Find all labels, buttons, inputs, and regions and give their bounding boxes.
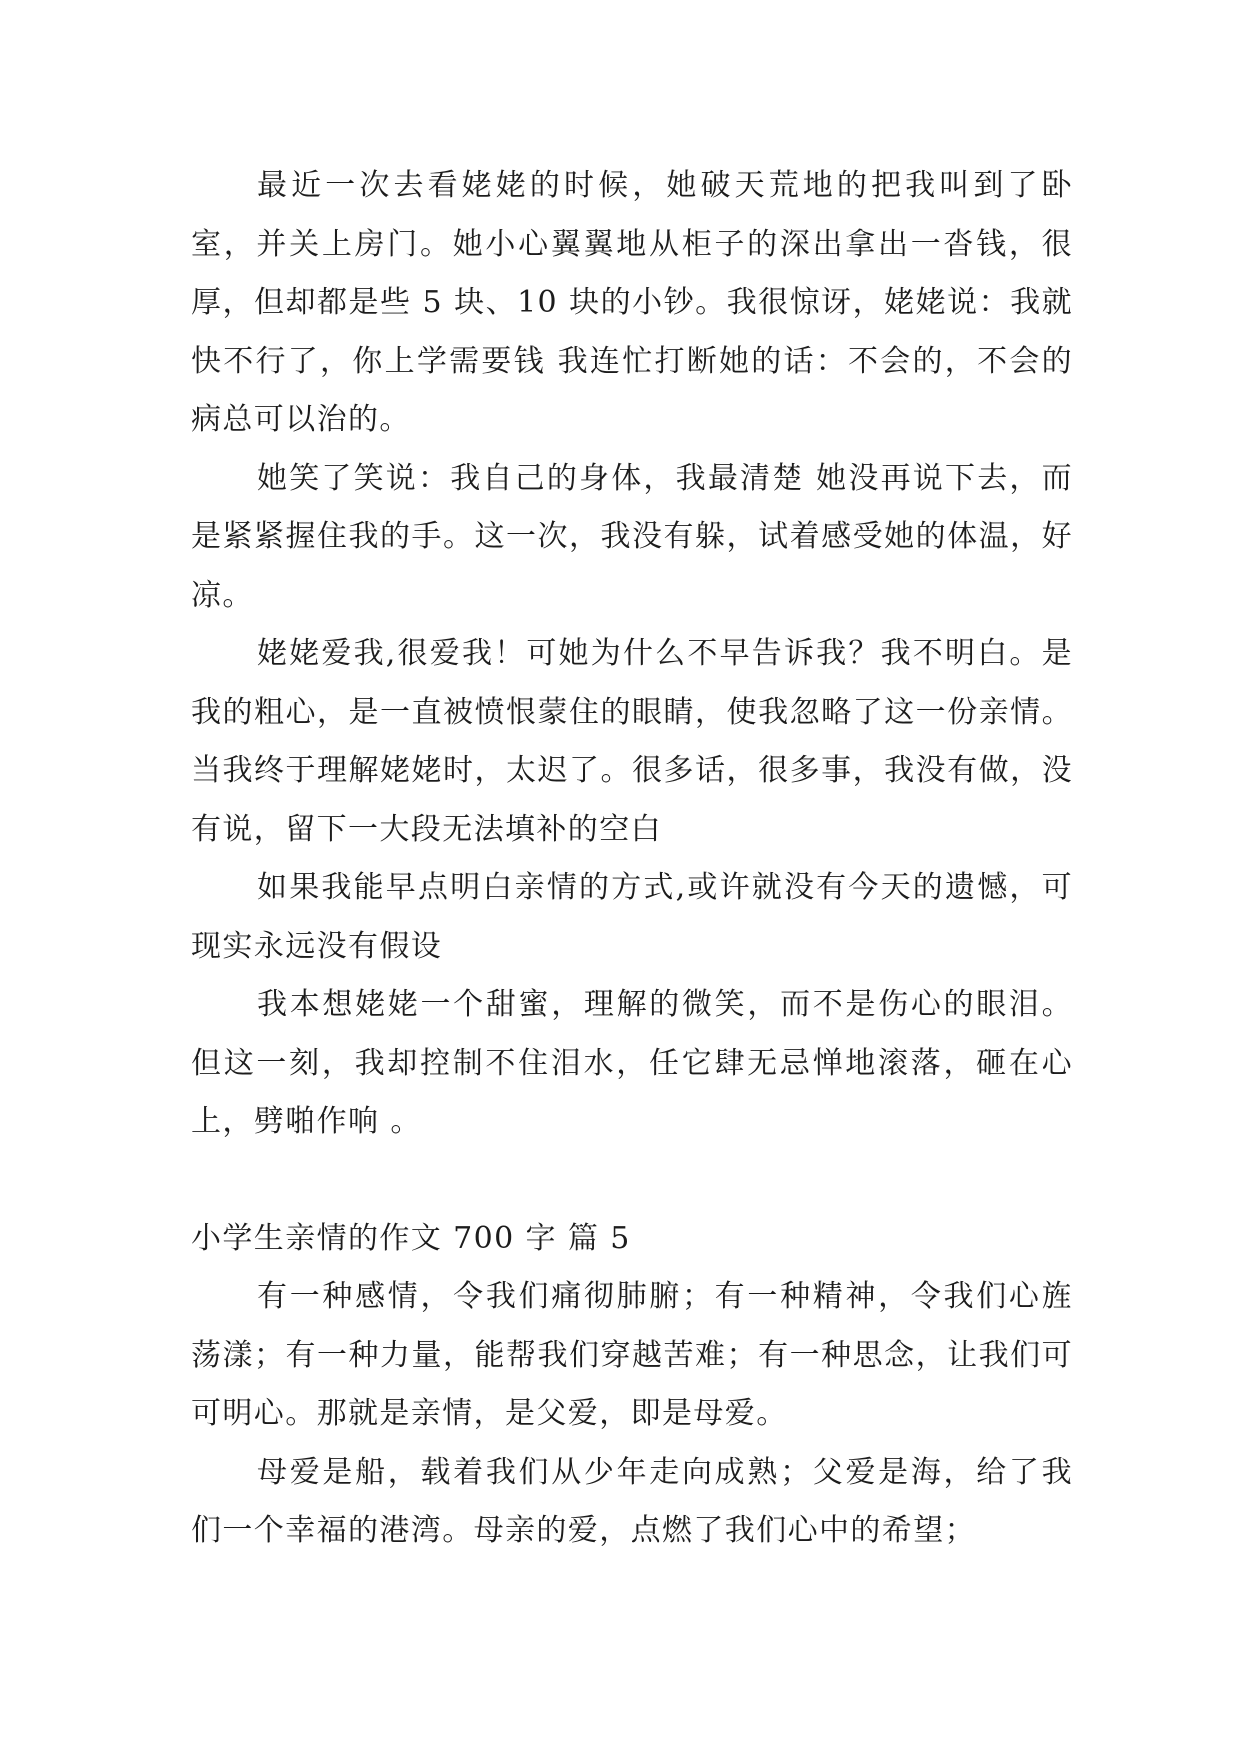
paragraph-mother-father-love: 母爱是船，载着我们从少年走向成熟；父爱是海，给了我们一个幸福的港湾。母亲的爱，点燃了我们心中的希望； [191, 1454, 1073, 1548]
paragraph-tears: 我本想姥姥一个甜蜜，理解的微笑，而不是伤心的眼泪。但这一刻，我却控制不住泪水，任它肆无忌惮地滚落，砸在心上，劈啪作响 。 [191, 987, 1073, 1139]
paragraph-grandma-love: 姥姥爱我,很爱我！可她为什么不早告诉我？我不明白。是我的粗心，是一直被愤恨蒙住的眼睛，使我忽略了这一份亲情。当我终于理解姥姥时，太迟了。很多话，很多事，我没有做，没有说，留下一大段无法填补的空白 [191, 636, 1073, 847]
section-title: 小学生亲情的作文 700 字 篇 5 [191, 1220, 631, 1256]
paragraph-grandma-hand: 她笑了笑说：我自己的身体，我最清楚 她没再说下去，而是紧紧握住我的手。这一次，我没有躲，试着感受她的体温，好凉。 [191, 460, 1073, 613]
paragraph-kinship-intro: 有一种感情，令我们痛彻肺腑；有一种精神，令我们心旌荡漾；有一种力量，能帮我们穿越苦难；有一种思念，让我们可可明心。那就是亲情，是父爱，即是母爱。 [191, 1279, 1073, 1431]
document-body [191, 157, 1073, 1561]
paragraph-regret: 如果我能早点明白亲情的方式,或许就没有今天的遗憾，可现实永远没有假设 [191, 870, 1073, 964]
paragraph-grandma-bedroom: 最近一次去看姥姥的时候，她破天荒地的把我叫到了卧室，并关上房门。她小心翼翼地从柜子的深出拿出一沓钱，很厚，但却都是些 5 块、10 块的小钞。我很惊讶，姥姥说：我就快不行了，你上学需要钱 我连忙打断她的话：不会的，不会的病总可以治的。 [191, 168, 1073, 437]
